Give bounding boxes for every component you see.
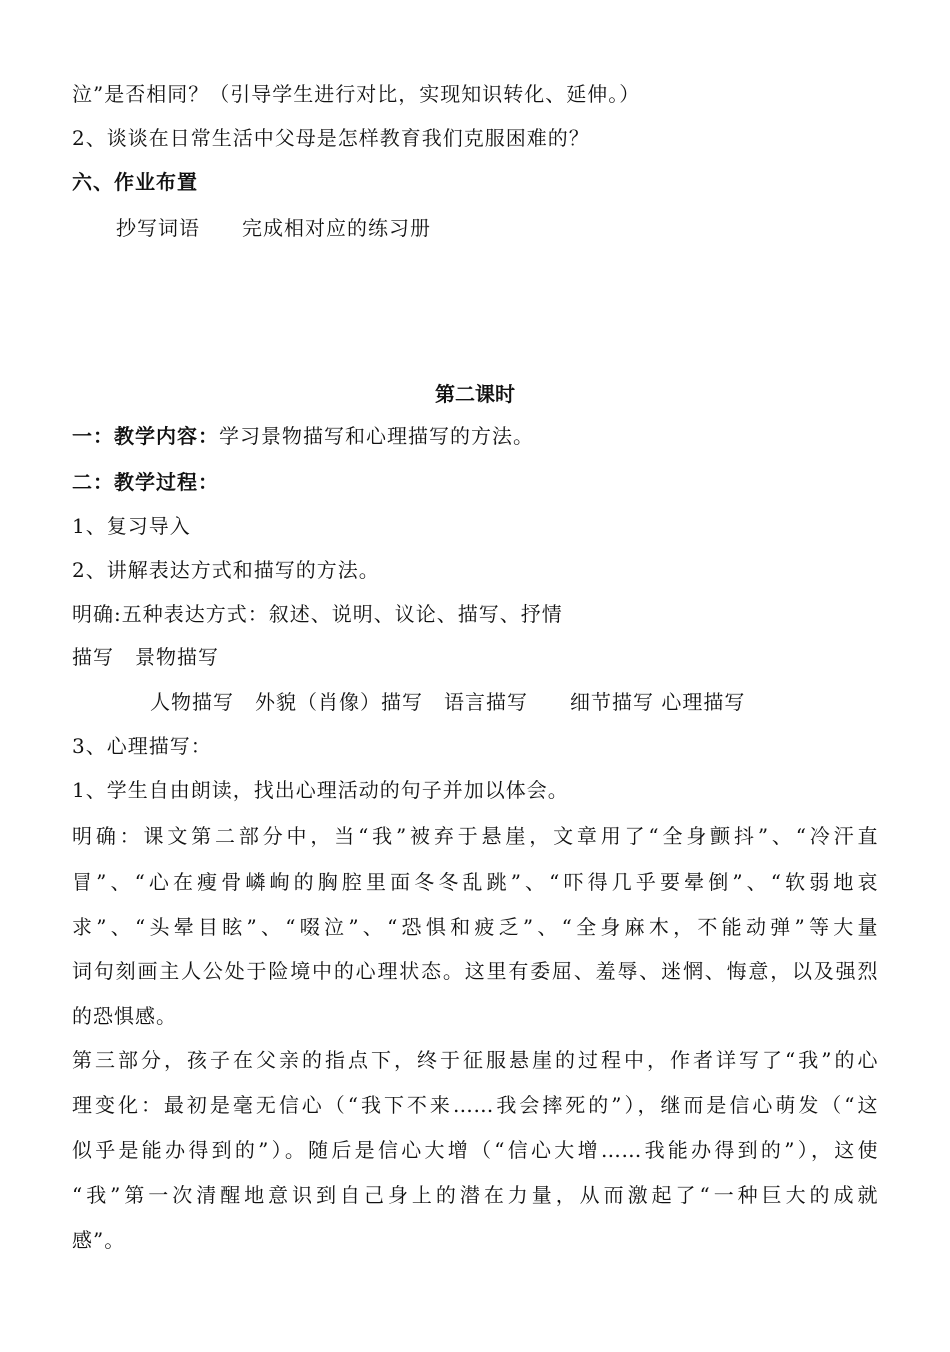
paragraph-line: “我”第一次清醒地意识到自己身上的潜在力量，从而激起了“一种巨大的成就 bbox=[72, 1183, 878, 1207]
section-heading-homework: 六、作业布置 bbox=[72, 170, 198, 194]
homework-text: 抄写词语 完成相对应的练习册 bbox=[116, 216, 431, 240]
text-line: 人物描写 外貌（肖像）描写 语言描写 细节描写 心理描写 bbox=[150, 690, 746, 714]
text-line: 2、谈谈在日常生活中父母是怎样教育我们克服困难的？ bbox=[72, 126, 590, 150]
paragraph-line: 词句刻画主人公处于险境中的心理状态。这里有委屈、羞辱、迷惘、悔意，以及强烈 bbox=[72, 959, 878, 983]
text-line: 1、学生自由朗读，找出心理活动的句子并加以体会。 bbox=[72, 778, 569, 802]
text-line: 1、复习导入 bbox=[72, 514, 191, 538]
text-line: 描写 景物描写 bbox=[72, 645, 219, 669]
text-line: 3、心理描写： bbox=[72, 734, 212, 758]
paragraph-line: 的恐惧感。 bbox=[72, 1004, 177, 1028]
text-line: 泣”是否相同？（引导学生进行对比，实现知识转化、延伸。） bbox=[72, 82, 641, 106]
text-line: 2、讲解表达方式和描写的方法。 bbox=[72, 558, 380, 582]
text-line: 明确:五种表达方式：叙述、说明、议论、描写、抒情 bbox=[72, 602, 563, 626]
paragraph-line: 似乎是能办得到的”）。随后是信心大增（“信心大增……我能办得到的”），这使 bbox=[72, 1138, 878, 1162]
paragraph-line: 明确：课文第二部分中，当“我”被弃于悬崖，文章用了“全身颤抖”、“冷汗直 bbox=[72, 824, 878, 848]
paragraph-line: 第三部分，孩子在父亲的指点下，终于征服悬崖的过程中，作者详写了“我”的心 bbox=[72, 1048, 878, 1072]
paragraph-line: 理变化：最初是毫无信心（“我下不来……我会摔死的”），继而是信心萌发（“这 bbox=[72, 1093, 878, 1117]
teaching-content-text: 学习景物描写和心理描写的方法。 bbox=[219, 424, 534, 448]
paragraph-line: 求”、“头晕目眩”、“啜泣”、“恐惧和疲乏”、“全身麻木，不能动弹”等大量 bbox=[72, 915, 878, 939]
teaching-content-line bbox=[72, 422, 534, 450]
teaching-process-label: 二：教学过程： bbox=[72, 470, 219, 494]
paragraph-line: 感”。 bbox=[72, 1228, 126, 1252]
teaching-content-label: 一：教学内容： bbox=[72, 424, 219, 448]
lesson-title: 第二课时 bbox=[435, 382, 515, 406]
paragraph-line: 冒”、“心在瘦骨嶙峋的胸腔里面冬冬乱跳”、“吓得几乎要晕倒”、“软弱地哀 bbox=[72, 870, 878, 894]
